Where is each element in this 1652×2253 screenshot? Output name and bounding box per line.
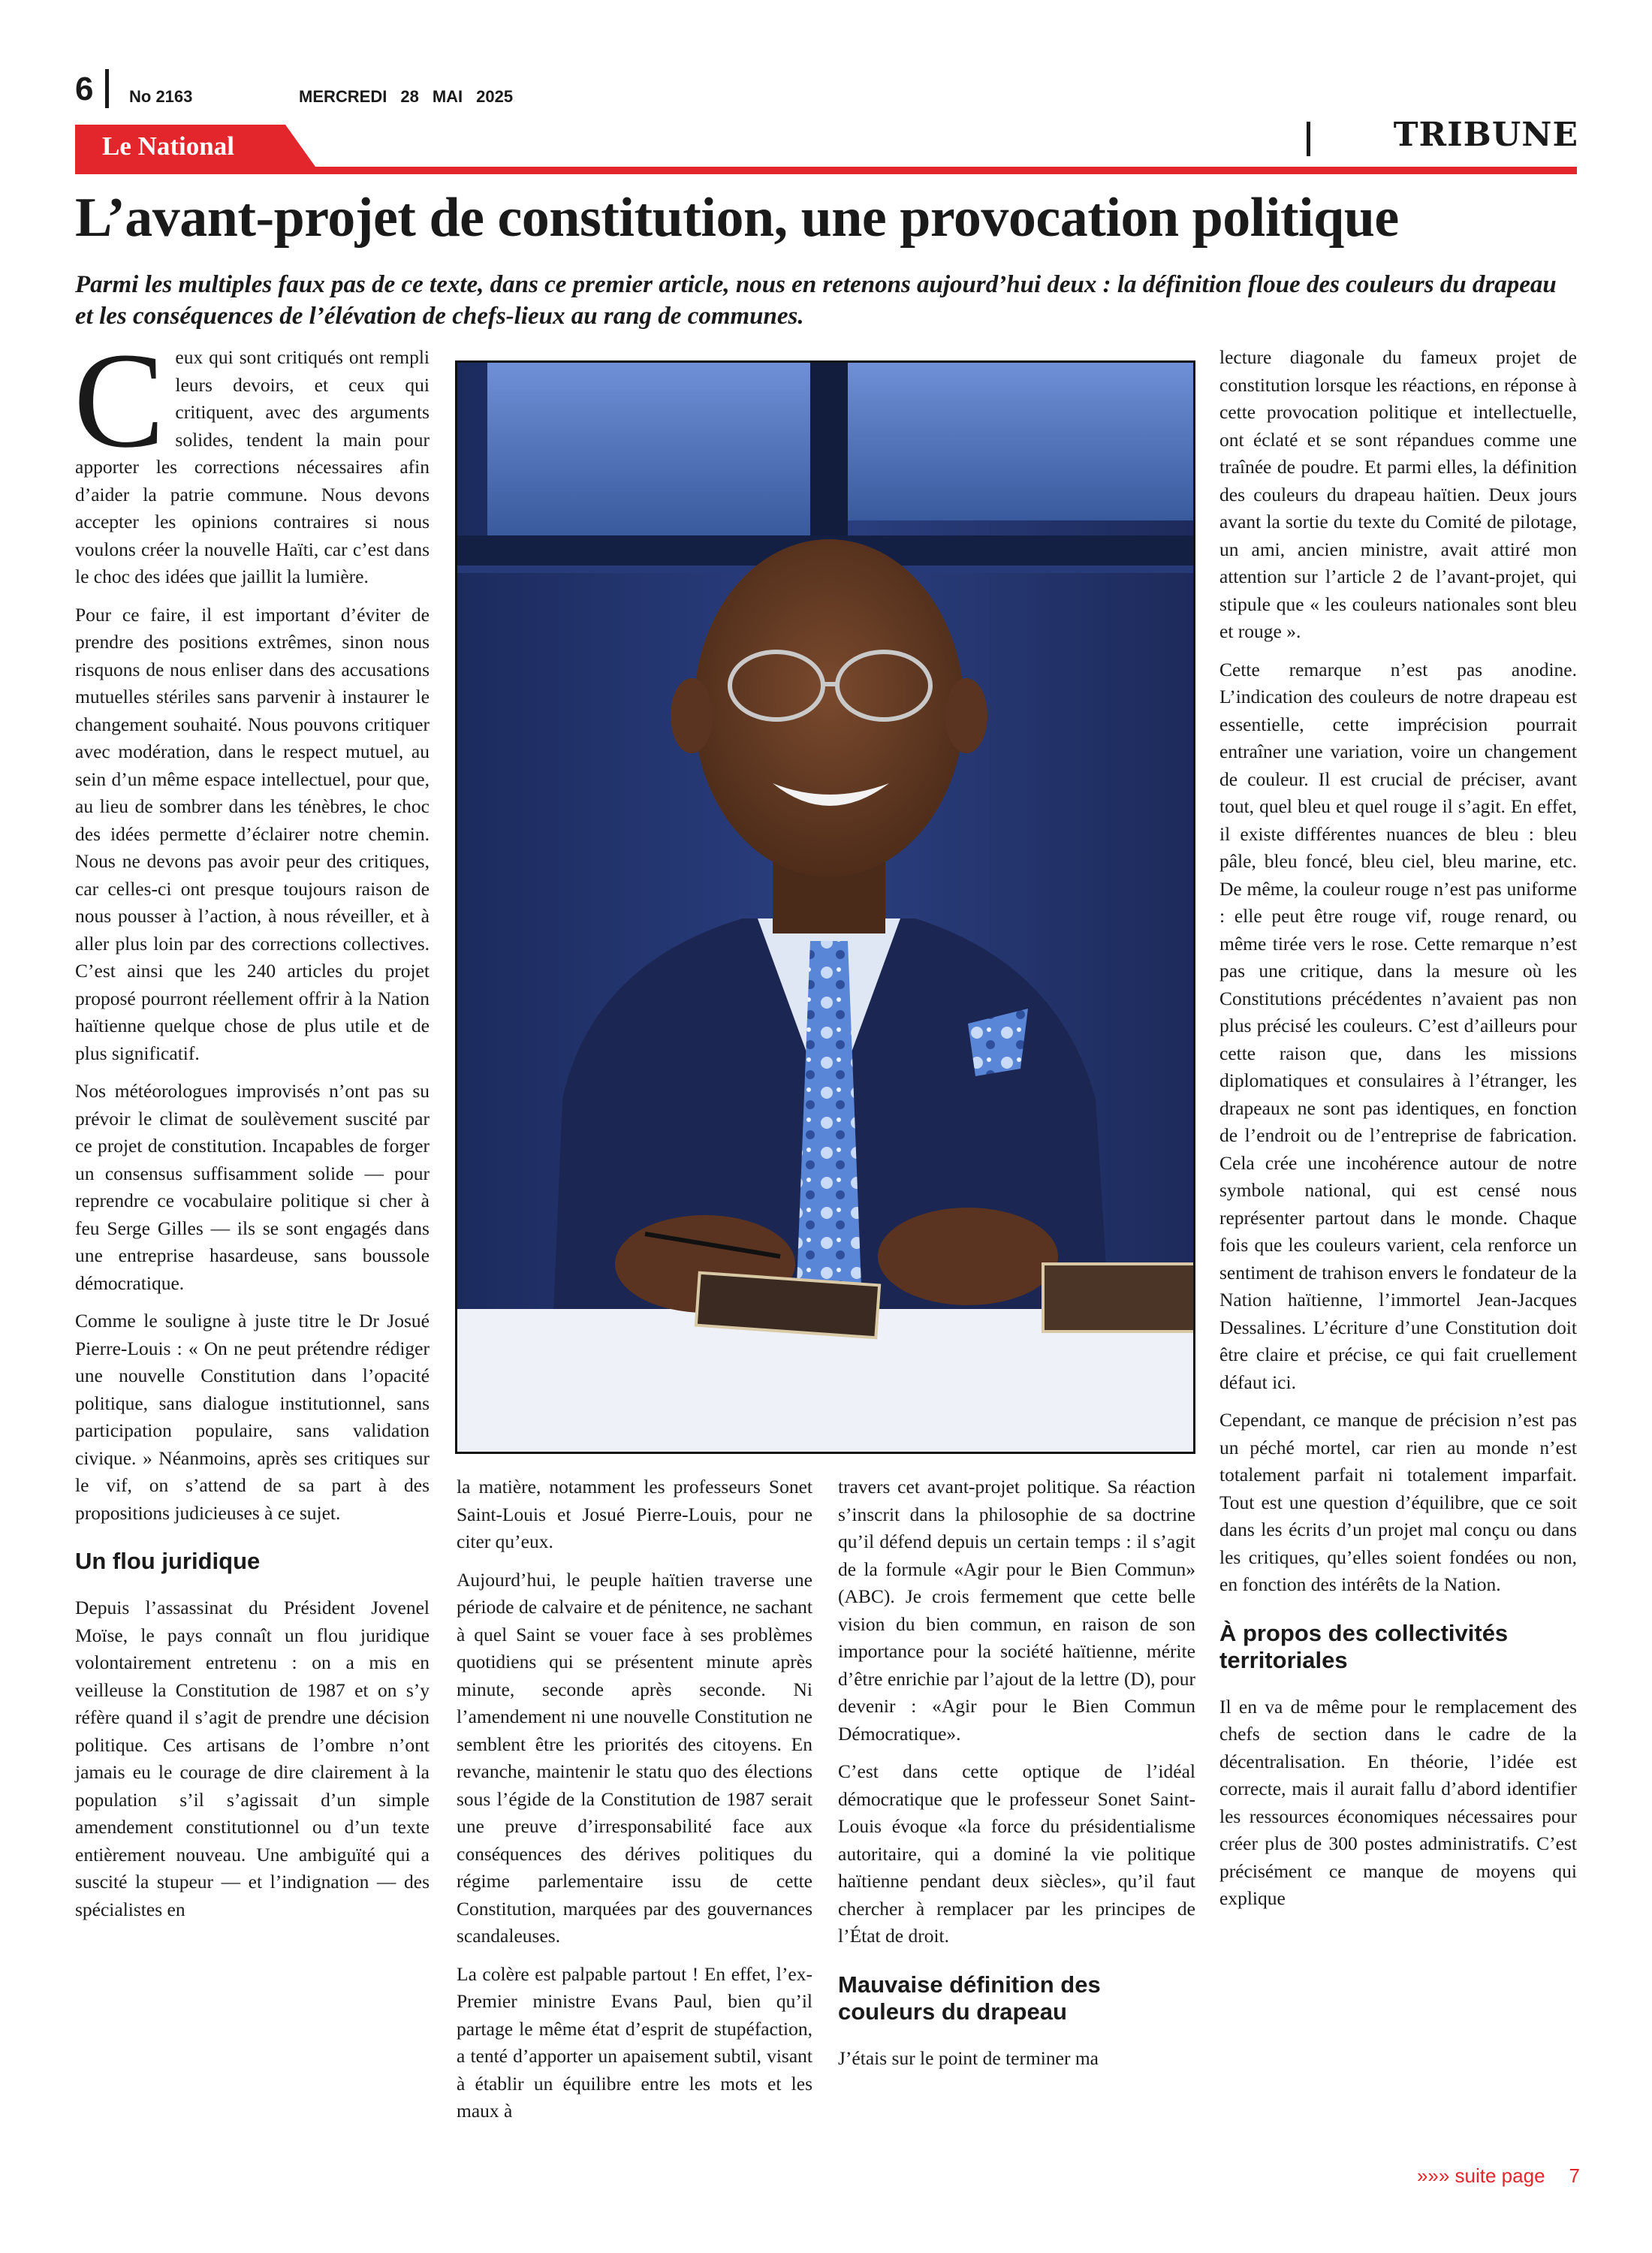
continued-page-number: 7 <box>1569 2164 1580 2187</box>
paragraph: la matière, notamment les professeurs Sonet Saint-Louis et Josué Pierre-Louis, pour ne citer qu’eux. <box>457 1476 812 1552</box>
article-lede: Parmi les multiples faux pas de ce texte, dans ce premier article, nous en retenons aujourd’hui deux : la définition floue des couleurs du drapeau et les conséquences de l’élévation de chefs-lieux au rang de communes. <box>75 271 1557 330</box>
date-number: 28 <box>400 87 419 106</box>
column-3 <box>838 1473 1195 2083</box>
paragraph: Nos météorologues improvisés n’ont pas su prévoir le climat de soulèvement suscité par ce projet de constitution. Incapables de forger un consensus suffisamment solide — pour reprendre ce vocabulaire politique si cher à feu Serge Gilles — ils se sont engagés dans une entreprise hasardeuse, sans boussole démocratique. <box>75 1080 430 1294</box>
column-1 <box>74 325 430 1934</box>
paragraph: Comme le souligne à juste titre le Dr Josué Pierre-Louis : « On ne peut prétendre rédiger une nouvelle Constitution dans l’opacité politique, sans dialogue institutionnel, sans participation populaire, sans validation civique. » Néanmoins, après ses critiques sur le vif, on s’attend de sa part à des propositions judicieuses à ce sujet. <box>75 1310 430 1524</box>
header-divider <box>105 69 109 108</box>
issue-label: No 2163 <box>129 87 193 106</box>
paragraph: Cependant, ce manque de précision n’est pas un péché mortel, car rien au monde n’est totalement parfait ni totalement imparfait. Tout est une question d’équilibre, que ce soit dans les écrits d’un projet mal conçu ou dans les critiques, qu’elles soient fondées ou non, en fonction des intérêts de la Nation. <box>1219 1409 1577 1595</box>
paragraph-text: eux qui sont critiqués ont rempli leurs devoirs, et ceux qui critiquent, avec des arguments solides, tendent la main pour apporter les corrections nécessaires afin d’aider la patrie commune. Nous devons accepter les opinions contraires si nous voulons créer la nouvelle Haïti, car c’est dans le choc des idées que jaillit la lumière. <box>75 346 430 587</box>
issue-number <box>129 87 192 107</box>
paragraph: J’étais sur le point de terminer ma <box>838 2046 1099 2069</box>
header-rule <box>75 167 1577 174</box>
continued-link[interactable] <box>1417 2164 1580 2188</box>
paragraph <box>74 325 430 591</box>
paragraph: travers cet avant-projet politique. Sa réaction s’inscrit dans la philosophie de sa doctrine qu’il défend depuis un certain temps : il s’agit de la formule «Agir pour le Bien Commun» (ABC). Je crois fermement que cette belle vision du bien commun, en raison de son importance pour la société haïtienne, mérite d’être enrichie par l’ajout de la lettre (D), pour devenir : «Agir pour le Bien Commun Démocratique». <box>838 1476 1195 1745</box>
subheading: Un flou juridique <box>75 1548 261 1574</box>
date-month: MAI <box>432 87 463 106</box>
date-day: MERCREDI <box>299 87 387 106</box>
column-2 <box>457 1473 812 2136</box>
paragraph: Depuis l’assassinat du Président Jovenel Moïse, le pays connaît un flou juridique volontairement entretenu : on a mis en veilleuse la Constitution de 1987 et on s’y réfère quand il s’agit de prendre une décision politique. Ces artisans de l’ombre n’ont jamais eu le courage de dire clairement à la population s’il s’agissait d’un simple amendement constitutionnel ou d’un texte entièrement nouveau. Une ambiguïté qui a suscité la stupeur — et l’indignation — des spécialistes en <box>75 1597 430 1920</box>
paragraph: Il en va de même pour le remplacement des chefs de section dans le cadre de la décentralisation. En théorie, l’idée est correcte, mais il aurait fallu d’abord identifier les ressources économiques nécessaires pour créer plus de 300 postes administratifs. C’est précisément ce manque de moyens qui explique <box>1219 1695 1577 1909</box>
paragraph: Cette remarque n’est pas anodine. L’indication des couleurs de notre drapeau est essentielle, cette imprécision pourrait entraîner une variation, voire un changement de couleur. Il est crucial de préciser, avant tout, quel bleu et quel rouge il s’agit. En effet, il existe différentes nuances de bleu : bleu pâle, bleu foncé, bleu ciel, bleu marine, etc. De même, la couleur rouge n’est pas uniforme : elle peut être rouge vif, rouge renard, ou même tirée vers le rose. Cette remarque n’est pas une critique, dans la mesure où les Constitutions précédentes n’avaient pas non plus précisé les couleurs. C’est d’ailleurs pour cette raison que, dans les missions diplomatiques et consulaires à l’étranger, les drapeaux ne sont pas identiques, en fonction de l’endroit ou de l’entreprise de fabrication. Cela crée une incohérence autour de notre symbole national, qui est censé nous représenter partout dans le monde. Chaque fois que les couleurs varient, cela renforce un sentiment de trahison envers le fondateur de la Nation haïtienne, l’immortel Jean-Jacques Dessalines. L’écriture d’une Constitution doit être claire et précise, ce qui fait cruellement défaut ici. <box>1219 658 1577 1393</box>
newspaper-logo: Le National <box>102 131 234 161</box>
paragraph: C’est dans cette optique de l’idéal démocratique que le professeur Sonet Saint-Louis évoque «la force du présidentialisme autoritaire, qui a dominé la vie politique haïtienne pendant deux siècles», qu’il faut chercher à remplacer par les principes de l’État de droit. <box>838 1760 1195 1947</box>
paragraph: Pour ce faire, il est important d’éviter de prendre des positions extrêmes, sinon nous risquons de nous enliser dans des accusations mutuelles stériles sans parvenir à instaurer le changement souhaité. Nous pouvons critiquer avec modération, dans le respect mutuel, au sein d’un même espace intellectuel, pour que, au lieu de sombrer dans les ténèbres, le choc des idées permette d’éclairer notre chemin. Nous ne devons pas avoir peur des critiques, car celles-ci ont presque toujours raison de nous pousser à l’action, à nous réveiller, et à aller plus loin par des corrections collectives. C’est ainsi que les 240 articles du projet proposé pourront réellement offrir à la Nation haïtienne quelque chose de plus utile et de plus significatif. <box>75 603 430 1064</box>
section-label: TRIBUNE <box>1393 116 1578 154</box>
article-title: L’avant-projet de constitution, une provocation politique <box>75 187 1399 249</box>
article-photo <box>455 360 1195 1454</box>
continued-label: »»» suite page <box>1416 2164 1545 2187</box>
subheading: À propos des collectivités territoriales <box>1219 1619 1509 1673</box>
paragraph: Aujourd’hui, le peuple haïtien traverse une période de calvaire et de pénitence, ne sachant à quel Saint se vouer face à ses problèmes quotidiens qui se présentent minute après minute, seconde après seconde. Ni l’amendement ni une nouvelle Constitution ne semblent être les priorités des citoyens. En revanche, maintenir le statu quo des élections sous l’égide de la Constitution de 1987 serait une preuve d’irresponsabilité face aux conséquences des dérives politiques du régime parlementaire issu de cette Constitution, marquées par des gouvernances scandaleuses. <box>457 1568 812 1947</box>
portrait-illustration <box>457 363 1195 1454</box>
paragraph: La colère est palpable partout ! En effet, l’ex-Premier ministre Evans Paul, bien qu’il partage le même état d’esprit de stupéfaction, a tenté d’apporter un apaisement subtil, visant à établir un équilibre entre les mots et les maux à <box>457 1962 812 2122</box>
drop-cap: C <box>74 325 165 476</box>
subheading: Mauvaise définition des couleurs du drapeau <box>838 1971 1101 2025</box>
page-number: 6 <box>75 71 94 107</box>
date-year: 2025 <box>476 87 514 106</box>
paragraph: lecture diagonale du fameux projet de constitution lorsque les réactions, en réponse à cette provocation politique et intellectuelle, ont éclaté et se sont répandues comme une traînée de poudre. Et parmi elles, la définition des couleurs du drapeau haïtien. Deux jours avant la sortie du texte du Comité de pilotage, un ami, ancien ministre, avait attiré mon attention sur l’article 2 de l’avant-projet, qui stipule que « les couleurs nationales sont bleu et rouge ». <box>1219 346 1577 642</box>
section-divider <box>1307 122 1310 156</box>
column-4 <box>1219 344 1577 1923</box>
publication-date <box>299 87 526 107</box>
